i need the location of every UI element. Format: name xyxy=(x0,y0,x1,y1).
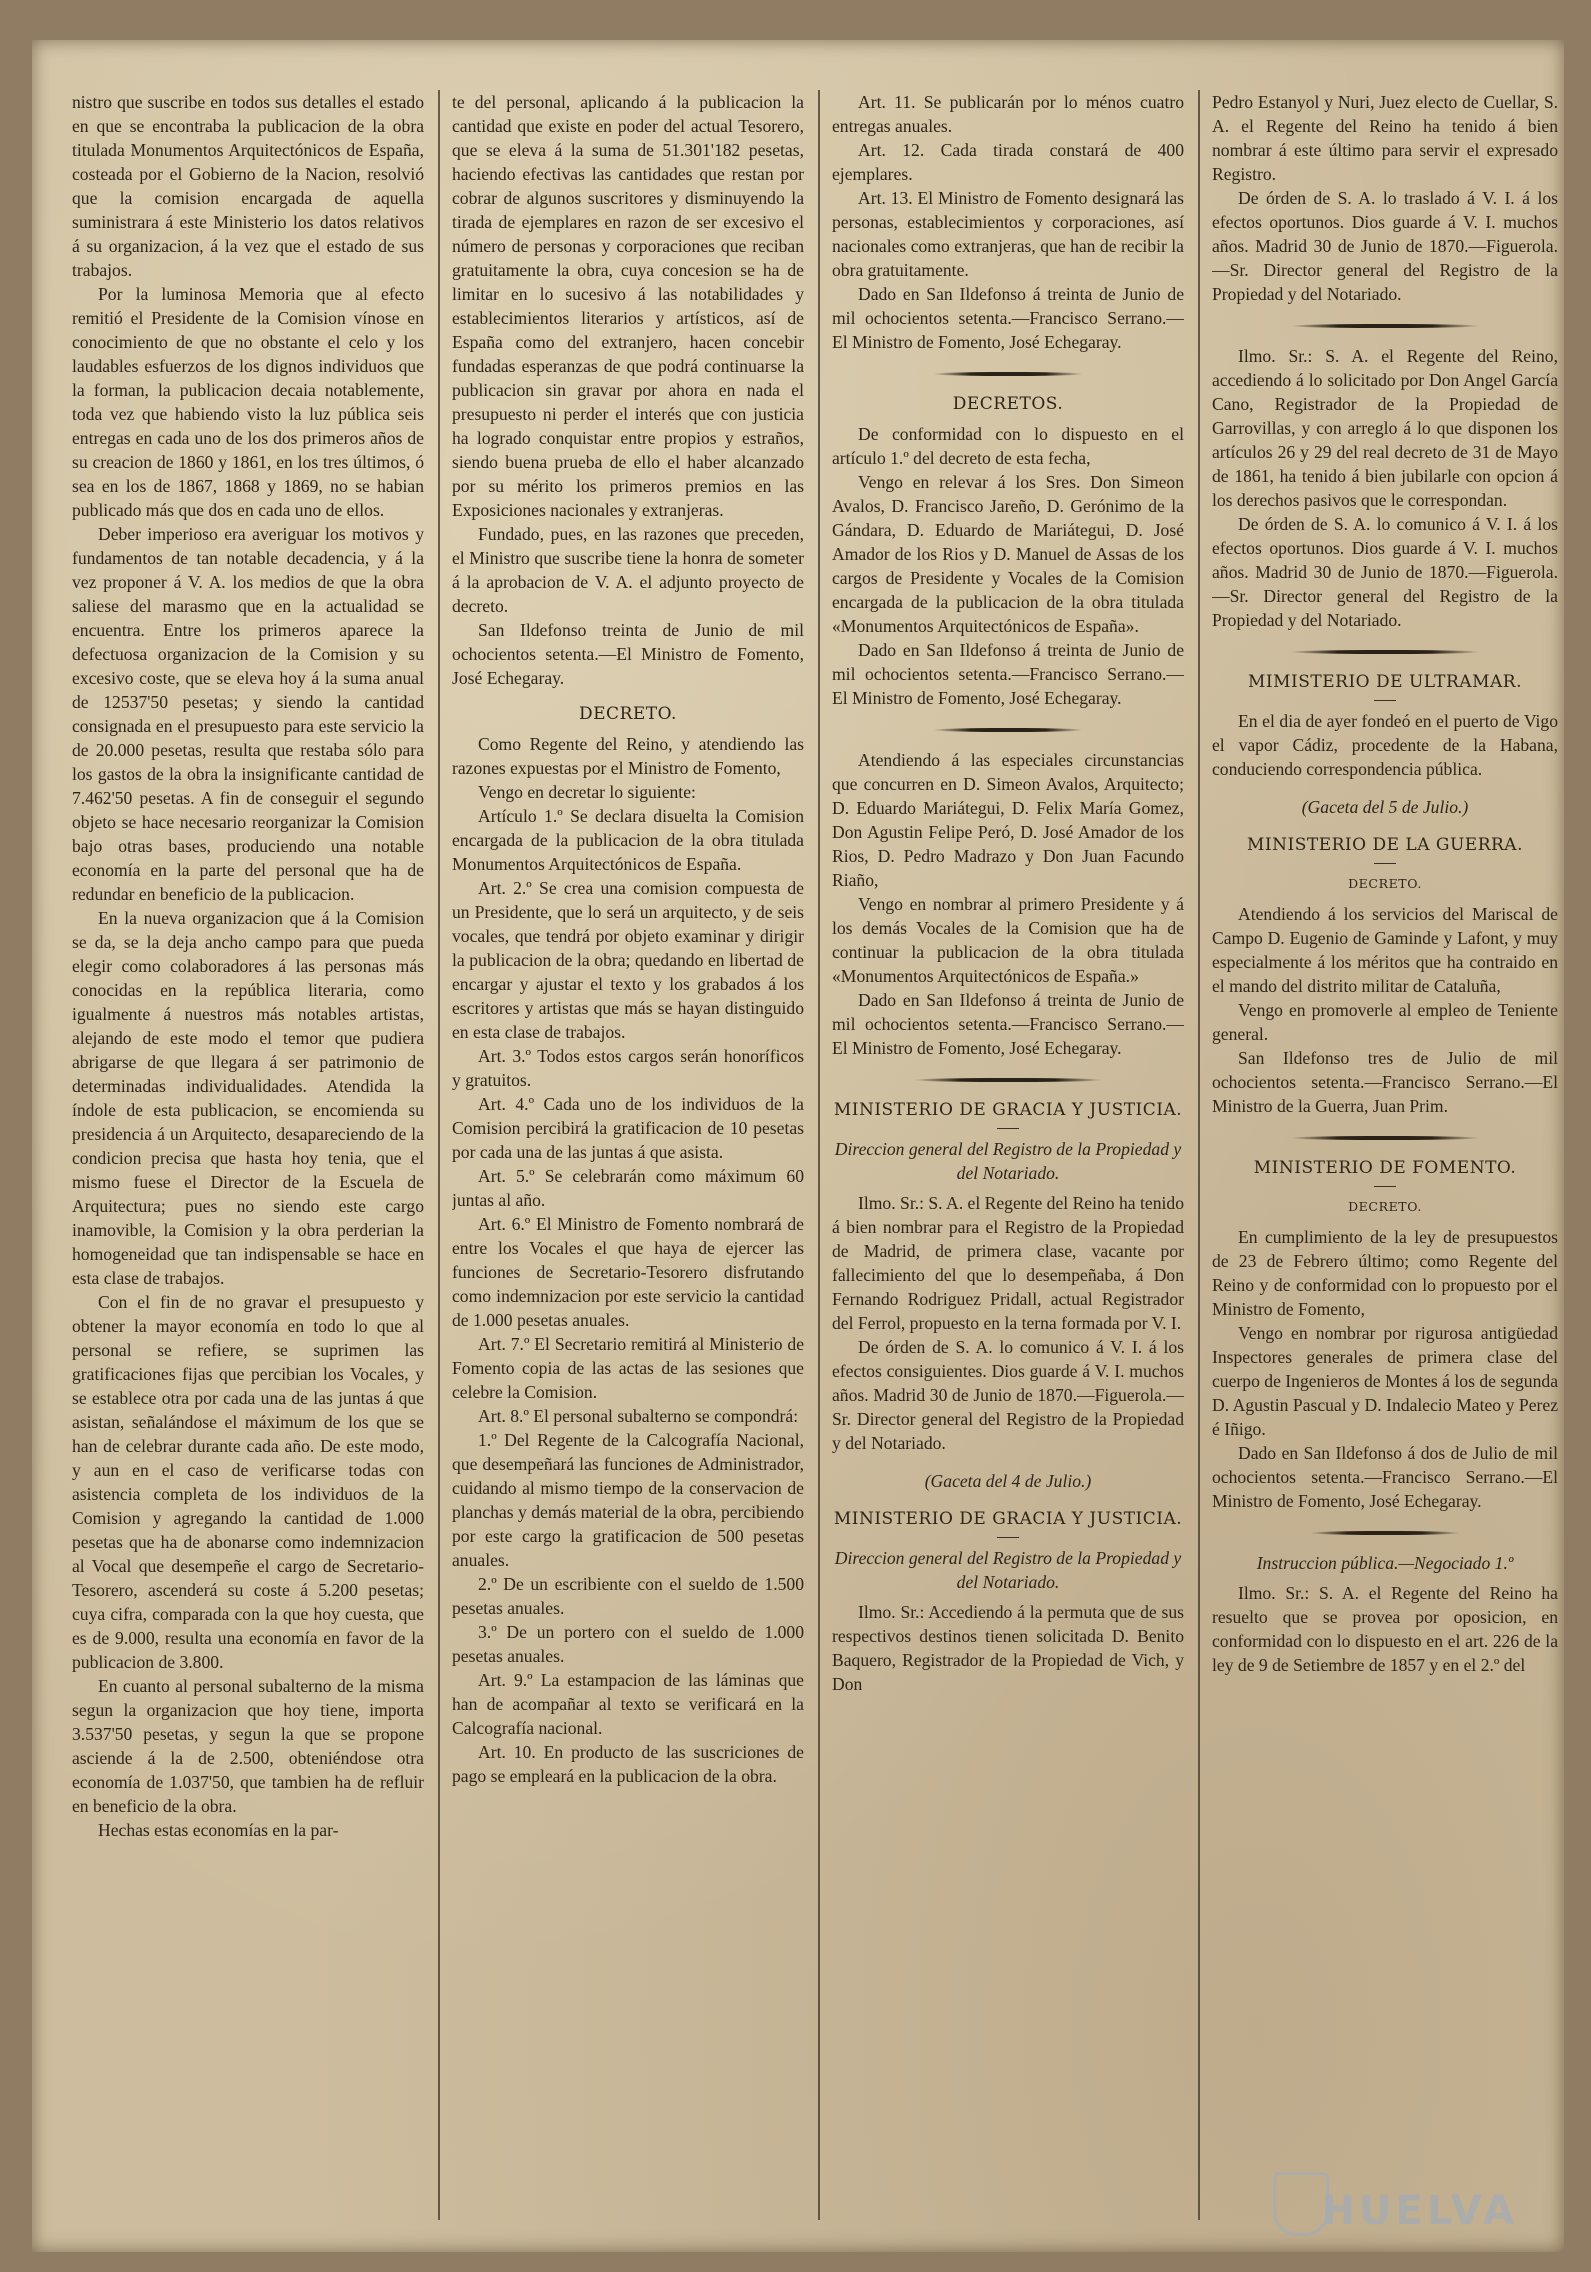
section-heading-gracia-justicia: MINISTERIO DE GRACIA Y JUSTICIA. xyxy=(833,1509,1183,1529)
subsection-heading: Direccion general del Registro de la Propiedad y del Notariado. xyxy=(834,1139,1182,1183)
ornament-rule xyxy=(1290,324,1480,328)
paragraph: Vengo en nombrar por rigurosa antigüedad Inspectores generales de primera clase del cuerpo de Ingenieros de Montes á los de segunda D. Agustin Pascual y D. Indalecio Mateo y Perez é Iñigo. xyxy=(1212,1323,1558,1439)
paragraph: Con el fin de no gravar el presupuesto y obtener la mayor economía en todo lo que al personal se refiere, se suprimen las gratificaciones fijas que percibian los Vocales, y se establece otra por cada una de las juntas á que asistan, señalándose el máximum de los que se han de celebrar durante cada año. De este modo, y aun en el caso de verificarse todas con asistencia completa de los individuos de la Comision y agregando la cantidad de 1.000 pesetas que ha de abonarse como indemnizacion al Vocal que desempeñe el cargo de Secretario-Tesorero, ascenderá su coste á 5.200 pesetas; cuya cifra, comparada con la que hoy cuesta, que es de 9.000, resulta una economía en favor de la publicacion de 3.800. xyxy=(72,1292,424,1672)
column-rule xyxy=(818,90,820,2220)
paragraph: De órden de S. A. lo comunico á V. I. á los efectos consiguientes. Dios guarde á V. I. muchos años. Madrid 30 de Junio de 1870.—Figuerola.—Sr. Director general del Registro de la Propiedad y del Notariado. xyxy=(832,1337,1184,1453)
section-heading-decretos: DECRETOS. xyxy=(952,394,1064,414)
ornament-rule xyxy=(1310,1531,1460,1535)
paragraph: Atendiendo á los servicios del Mariscal de Campo D. Eugenio de Gaminde y Lafont, y muy especialmente á los méritos que ha contraido en el mando del distrito militar de Cataluña, xyxy=(1212,904,1558,996)
paragraph: Por la luminosa Memoria que al efecto remitió el Presidente de la Comision vínose en conocimiento de que no obstante el celo y los laudables esfuerzos de los dignos individuos que la forman, la publicacion decaia notablemente, toda vez que habiendo visto la luz pública seis entregas en cada uno de los dos primeros años de su creacion de 1860 y 1861, en los tres últimos, ó sea en los de 1867, 1868 y 1869, no se habian publicado más que dos en cada uno de ellos. xyxy=(72,284,424,520)
paragraph: te del personal, aplicando á la publicacion la cantidad que existe en poder del actual Tesorero, que se eleva á la suma de 51.301'182 pesetas, haciendo efectivas las cantidades que restan por cobrar de algunos suscritores y disminuyendo la tirada de ejemplares en razon de ser excesivo el número de personas y corporaciones que reciban gratuitamente la obra, cuya concesion se ha de limitar en lo sucesivo á las notabilidades y establecimientos literarios y artísticos, así de España como del extranjero, hacen concebir fundadas esperanzas de que podrá continuarse la publicacion sin gravar por ahora en nada el presupuesto ni perder el interés que con justicia ha logrado conquistar entre propios y estraños, siendo buena prueba de ello el haber alcanzado por su mérito los primeros premios en las Exposiciones nacionales y extranjeras. xyxy=(452,92,804,520)
section-heading-fomento: MINISTERIO DE FOMENTO. xyxy=(1253,1158,1517,1178)
paragraph: Como Regente del Reino, y atendiendo las razones expuestas por el Ministro de Fomento, xyxy=(452,734,804,778)
paragraph: San Ildefonso treinta de Junio de mil ochocientos setenta.—El Ministro de Fomento, José Echegaray. xyxy=(452,620,804,688)
article: Art. 13. El Ministro de Fomento designará las personas, establecimientos y corporaciones, así nacionales como extranjeras, que han de recibir la obra gratuitamente. xyxy=(832,188,1184,280)
article: 1.º Del Regente de la Calcografía Nacional, que desempeñará las funciones de Administrador, cuidando al mismo tiempo de la conservacion de planchas y demás material de la obra, percibiendo por este cargo la gratificacion de 500 pesetas anuales. xyxy=(452,1430,804,1570)
article: Art. 12. Cada tirada constará de 400 ejemplares. xyxy=(832,140,1184,184)
decree-label: DECRETO. xyxy=(1348,1199,1422,1214)
paragraph: En la nueva organizacion que á la Comision se da, se la deja ancho campo para que pueda elegir como colaboradores á las personas más conocidas en la república literaria, como igualmente á nuestros más notables artistas, alejando de este modo el temor que pudiera abrigarse de que llegara á ser patrimonio de determinadas individualidades. Atendida la índole de esta publicacion, se encomienda su presidencia á un Arquitecto, desapareciendo de la condicion precisa que hasta hoy tenia, que el mismo fuese el Director de la Escuela de Arquitectura; pues no siendo este cargo inamovible, la Comision y la obra perderian la homogeneidad que tan indispensable se hace en esta clase de trabajos. xyxy=(72,908,424,1288)
paragraph: Deber imperioso era averiguar los motivos y fundamentos de tan notable decadencia, y á la vez proponer á V. A. los medios de que la obra saliese del marasmo que en la actualidad se encuentra. Entre los primeros aparece la defectuosa organizacion de la Comision y su excesivo coste, que se eleva hoy á la suma anual de 12537'50 pesetas; y siendo la cantidad consignada en el presupuesto para este servicio la de 20.000 pesetas, resulta que restaba sólo para los gastos de la obra la insignificante cantidad de 7.462'50 pesetas. A fin de conseguir el segundo objeto se hace necesario reorganizar la Comision bajo otras bases, produciendo una notable economía en la parte del personal que ha de redundar en beneficio de la publicacion. xyxy=(72,524,424,904)
subsection-heading: Instruccion pública.—Negociado 1.º xyxy=(1256,1553,1514,1573)
article: Art. 11. Se publicarán por lo ménos cuatro entregas anuales. xyxy=(832,92,1184,136)
divider xyxy=(997,1537,1019,1538)
paragraph: Vengo en decretar lo siguiente: xyxy=(478,782,696,802)
column-rule xyxy=(1198,90,1200,2220)
paragraph: Dado en San Ildefonso á dos de Julio de mil ochocientos setenta.—Francisco Serrano.—El Ministro de Fomento, José Echegaray. xyxy=(1212,1443,1558,1511)
paragraph: San Ildefonso tres de Julio de mil ochocientos setenta.—Francisco Serrano.—El Ministro de la Guerra, Juan Prim. xyxy=(1212,1048,1558,1116)
paragraph: Pedro Estanyol y Nuri, Juez electo de Cuellar, S. A. el Regente del Reino ha tenido á bien nombrar á este último para servir el expresado Registro. xyxy=(1212,92,1558,184)
paragraph: Ilmo. Sr.: S. A. el Regente del Reino, accediendo á lo solicitado por Don Angel García Cano, Registrador de la Propiedad de Garrovillas, y con arreglo á lo que disponen los artículos 26 y 29 del real decreto de 31 de Mayo de 1861, ha tenido á bien jubilarle con opcion á los derechos pasivos que le correspondan. xyxy=(1212,346,1558,510)
paragraph: Vengo en promoverle al empleo de Teniente general. xyxy=(1212,1000,1558,1044)
paragraph: Fundado, pues, en las razones que preceden, el Ministro que suscribe tiene la honra de someter á la aprobacion de V. A. el adjunto proyecto de decreto. xyxy=(452,524,804,616)
column-rule xyxy=(438,90,440,2220)
ornament-rule xyxy=(933,372,1083,376)
paragraph: En cuanto al personal subalterno de la misma segun la organizacion que hoy tiene, importa 3.537'50 pesetas, y segun la que se propone asciende á la de 2.500, obteniéndose otra economía de 1.037'50, que tambien ha de refluir en beneficio de la obra. xyxy=(72,1676,424,1816)
paragraph: Ilmo. Sr.: S. A. el Regente del Reino ha resuelto que se provea por oposicion, en conformidad con lo dispuesto en el art. 226 de la ley de 9 de Setiembre de 1857 y en el 2.º del xyxy=(1212,1583,1558,1675)
divider xyxy=(1374,863,1396,864)
paragraph: Ilmo. Sr.: S. A. el Regente del Reino ha tenido á bien nombrar para el Registro de la Propiedad de Madrid, de primera clase, vacante por fallecimiento del que lo desempeñaba, á Don Fernando Rodriguez Pridall, actual Registrador del Ferrol, propuesto en la terna formada por V. I. xyxy=(832,1193,1184,1333)
paragraph: Dado en San Ildefonso á treinta de Junio de mil ochocientos setenta.—Francisco Serrano.—El Ministro de Fomento, José Echegaray. xyxy=(832,284,1184,352)
article: Art. 7.º El Secretario remitirá al Ministerio de Fomento copia de las actas de las sesiones que celebre la Comision. xyxy=(452,1334,804,1402)
divider xyxy=(1374,1186,1396,1187)
gazette-date: (Gaceta del 5 de Julio.) xyxy=(1301,797,1469,817)
article: Art. 9.º La estampacion de las láminas que han de acompañar al texto se verificará en la Calcografía nacional. xyxy=(452,1670,804,1738)
watermark: HUELVA xyxy=(1321,2188,1518,2234)
article: 2.º De un escribiente con el sueldo de 1.500 pesetas anuales. xyxy=(452,1574,804,1618)
gazette-date: (Gaceta del 4 de Julio.) xyxy=(924,1471,1092,1491)
paragraph: Hechas estas economías en la par- xyxy=(98,1820,339,1840)
section-heading-ultramar: MIMISTERIO DE ULTRAMAR. xyxy=(1248,672,1522,692)
paragraph: De órden de S. A. lo comunico á V. I. á los efectos oportunos. Dios guarde á V. I. muchos años. Madrid 30 de Junio de 1870.—Figuerola.—Sr. Director general del Registro de la Propiedad y del Notariado. xyxy=(1212,514,1558,630)
article: Art. 3.º Todos estos cargos serán honoríficos y gratuitos. xyxy=(452,1046,804,1090)
ornament-rule xyxy=(1290,650,1480,654)
decree-label: DECRETO. xyxy=(1348,876,1422,891)
ornament-rule xyxy=(1290,1136,1480,1140)
paragraph: Vengo en relevar á los Sres. Don Simeon Avalos, D. Francisco Jareño, D. Gerónimo de la Gándara, D. Eduardo de Mariátegui, D. José Amador de los Rios y D. Manuel de Assas de los cargos de Presidente y Vocales de la Comision encargada de la publicacion de la obra titulada «Monumentos Arquitectónicos de España». xyxy=(832,472,1184,636)
paragraph: Vengo en nombrar al primero Presidente y á los demás Vocales de la Comision que ha de continuar la publicacion de la obra titulada «Monumentos Arquitectónicos de España.» xyxy=(832,894,1184,986)
divider xyxy=(997,1128,1019,1129)
article: Art. 2.º Se crea una comision compuesta de un Presidente, que lo será un arquitecto, y de seis vocales, que tendrá por objeto examinar y dirigir la publicacion de la obra; quedando en libertad de encargar y ajustar el texto y los grabados á los escritores y artistas que más se hayan distinguido en esta clase de trabajos. xyxy=(452,878,804,1042)
article: 3.º De un portero con el sueldo de 1.000 pesetas anuales. xyxy=(452,1622,804,1666)
article: Art. 4.º Cada uno de los individuos de la Comision percibirá la gratificacion de 10 pesetas por cada una de las juntas á que asista. xyxy=(452,1094,804,1162)
article: Art. 8.º El personal subalterno se compondrá: xyxy=(478,1406,799,1426)
paragraph: Dado en San Ildefonso á treinta de Junio de mil ochocientos setenta.—Francisco Serrano.—El Ministro de Fomento, José Echegaray. xyxy=(832,640,1184,708)
column-3 xyxy=(832,90,1184,2225)
subsection-heading: Direccion general del Registro de la Propiedad y del Notariado. xyxy=(834,1548,1182,1592)
article: Artículo 1.º Se declara disuelta la Comision encargada de la publicacion de la obra titulada Monumentos Arquitectónicos de España. xyxy=(452,806,804,874)
paragraph: En el dia de ayer fondeó en el puerto de Vigo el vapor Cádiz, procedente de la Habana, conduciendo correspondencia pública. xyxy=(1212,711,1558,779)
article: Art. 10. En producto de las suscriciones de pago se empleará en la publicacion de la obra. xyxy=(452,1742,804,1786)
divider xyxy=(1374,700,1396,701)
paragraph: En cumplimiento de la ley de presupuestos de 23 de Febrero último; como Regente del Reino y de conformidad con lo propuesto por el Ministro de Fomento, xyxy=(1212,1227,1558,1319)
article: Art. 6.º El Ministro de Fomento nombrará de entre los Vocales el que haya de ejercer las funciones de Secretario-Tesorero disfrutando como indemnizacion por este servicio la cantidad de 1.000 pesetas anuales. xyxy=(452,1214,804,1330)
section-heading-guerra: MINISTERIO DE LA GUERRA. xyxy=(1247,835,1523,855)
column-4 xyxy=(1212,90,1558,2225)
paragraph: Ilmo. Sr.: Accediendo á la permuta que de sus respectivos destinos tienen solicitada D. Benito Baquero, Registrador de la Propiedad de Vich, y Don xyxy=(832,1602,1184,1694)
paragraph: Atendiendo á las especiales circunstancias que concurren en D. Simeon Avalos, Arquitecto; D. Eduardo Mariátegui, D. Felix María Gomez, Don Agustin Felipe Peró, D. José Amador de los Rios, D. Pedro Madrazo y Don Juan Facundo Riaño, xyxy=(832,750,1184,890)
paragraph: De conformidad con lo dispuesto en el artículo 1.º del decreto de esta fecha, xyxy=(832,424,1184,468)
newspaper-page xyxy=(32,40,1564,2252)
column-1 xyxy=(72,90,424,2225)
column-2 xyxy=(452,90,804,2225)
paragraph: Dado en San Ildefonso á treinta de Junio de mil ochocientos setenta.—Francisco Serrano.—El Ministro de Fomento, José Echegaray. xyxy=(832,990,1184,1058)
article: Art. 5.º Se celebrarán como máximum 60 juntas al año. xyxy=(452,1166,804,1210)
section-heading-gracia-justicia: MINISTERIO DE GRACIA Y JUSTICIA. xyxy=(833,1100,1183,1120)
paragraph: De órden de S. A. lo traslado á V. I. á los efectos oportunos. Dios guarde á V. I. muchos años. Madrid 30 de Junio de 1870.—Figuerola.—Sr. Director general del Registro de la Propiedad y del Notariado. xyxy=(1212,188,1558,304)
section-heading-decreto: DECRETO. xyxy=(579,704,677,724)
ornament-rule xyxy=(933,728,1083,732)
paragraph: nistro que suscribe en todos sus detalles el estado en que se encontraba la publicacion de la obra titulada Monumentos Arquitectónicos de España, costeada por el Gobierno de la Nacion, resolvió que la comision encargada de aquella suministrara á este Ministerio los datos relativos á su organizacion, á la vez que el estado de sus trabajos. xyxy=(72,92,424,280)
ornament-rule xyxy=(913,1078,1103,1082)
